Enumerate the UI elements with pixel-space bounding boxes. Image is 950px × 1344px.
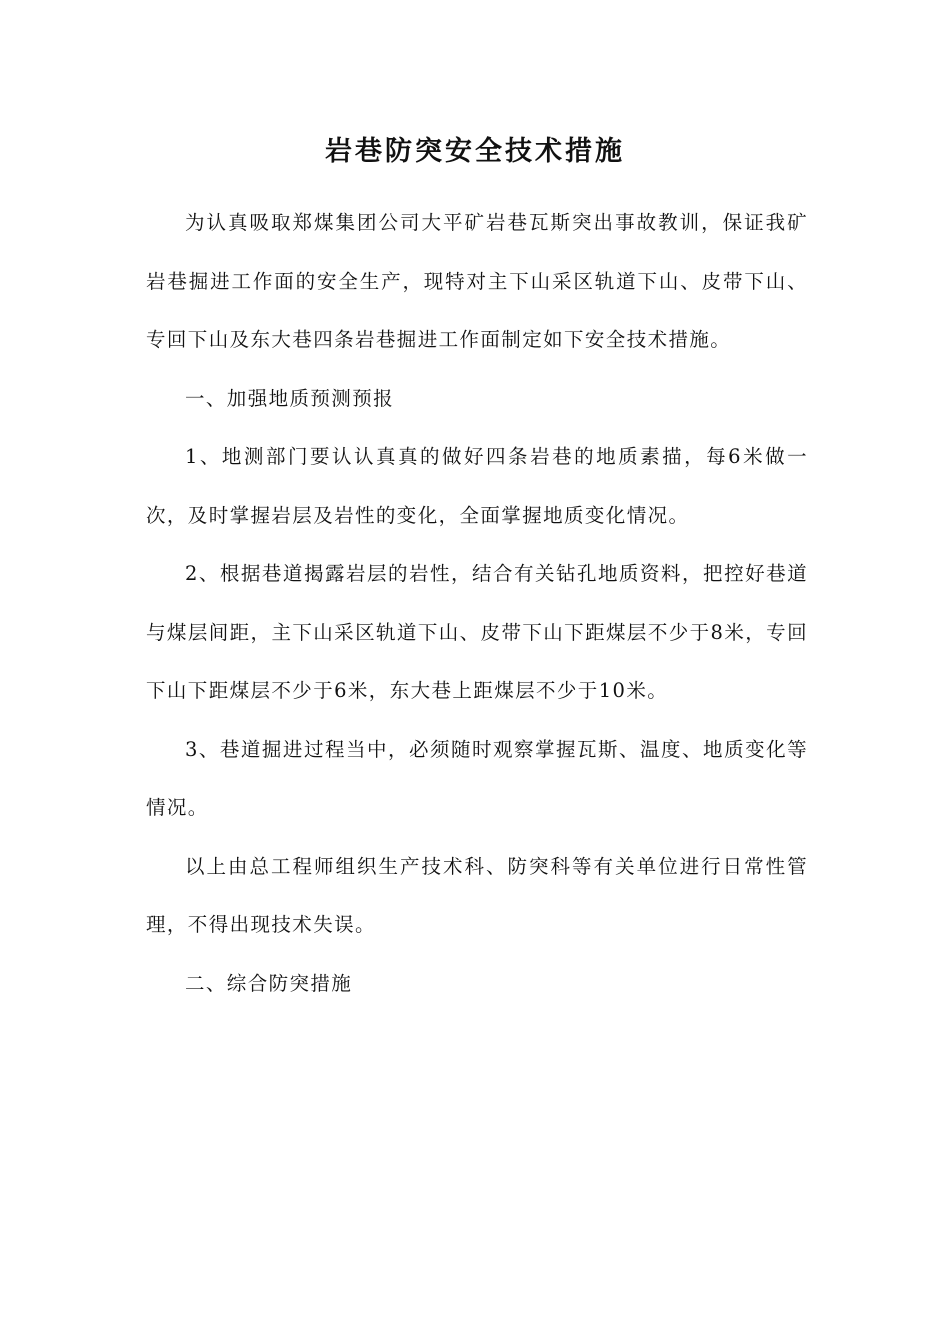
section-heading-1: 一、加强地质预测预报 bbox=[185, 386, 395, 410]
document-title: 岩巷防突安全技术措施 bbox=[325, 136, 625, 167]
paragraph-intro: 为认真吸取郑煤集团公司大平矿岩巷瓦斯突出事故教训，保证我矿岩巷掘进工作面的安全生产，现特对主下山采区轨道下山、皮带下山、专回下山及东大巷四条岩巷掘进工作面制定如下安全技术措施。 bbox=[146, 211, 808, 351]
document-body bbox=[146, 194, 808, 1013]
paragraph-item-3: 3、巷道掘进过程当中，必须随时观察掌握瓦斯、温度、地质变化等情况。 bbox=[146, 737, 808, 819]
section-heading-2: 二、综合防突措施 bbox=[185, 971, 353, 995]
paragraph-item-2: 2、根据巷道揭露岩层的岩性，结合有关钻孔地质资料，把控好巷道与煤层间距，主下山采区轨道下山、皮带下山下距煤层不少于8米，专回下山下距煤层不少于6米，东大巷上距煤层不少于10米。 bbox=[146, 562, 808, 702]
paragraph-management: 以上由总工程师组织生产技术科、防突科等有关单位进行日常性管理，不得出现技术失误。 bbox=[146, 854, 808, 936]
paragraph-item-1: 1、地测部门要认认真真的做好四条岩巷的地质素描，每6米做一次，及时掌握岩层及岩性的变化，全面掌握地质变化情况。 bbox=[146, 445, 808, 527]
